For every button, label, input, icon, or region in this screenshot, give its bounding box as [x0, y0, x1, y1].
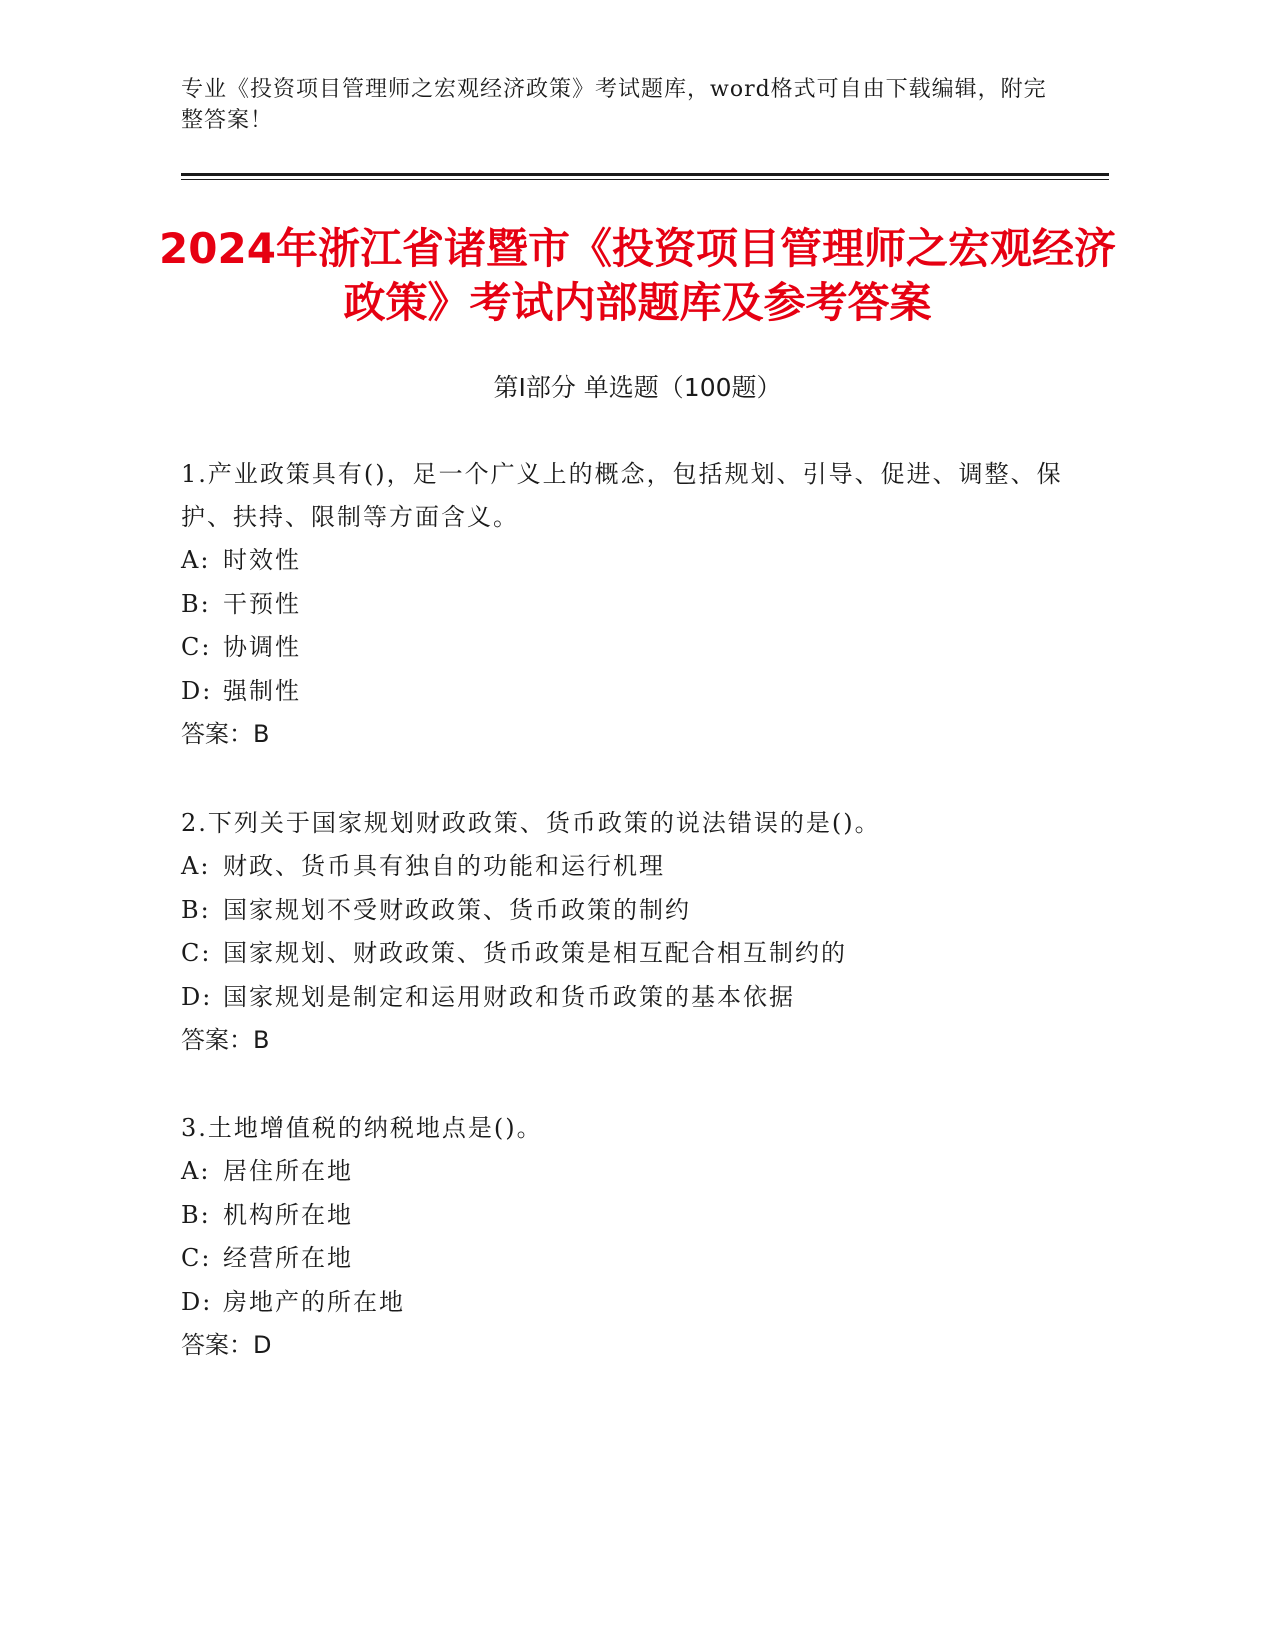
question-option-a — [181, 1150, 1081, 1194]
option-text: 经营所在地 — [223, 1244, 353, 1272]
option-text: 财政、货币具有独自的功能和运行机理 — [223, 852, 665, 880]
header-note: 专业《投资项目管理师之宏观经济政策》考试题库，word格式可自由下载编辑，附完整答案！ — [181, 77, 1047, 133]
question-stem: 2.下列关于国家规划财政政策、货币政策的说法错误的是()。 — [181, 809, 881, 837]
option-key: C: — [181, 633, 212, 661]
question-option-a — [181, 539, 1081, 583]
option-key: C: — [181, 1244, 212, 1272]
question-option-c — [181, 1237, 1081, 1281]
question-option-b — [181, 583, 1081, 627]
option-text: 协调性 — [223, 633, 301, 661]
option-text: 强制性 — [223, 676, 301, 705]
question-stem: 3.土地增值税的纳税地点是()。 — [181, 1114, 543, 1142]
option-key: B: — [181, 589, 211, 618]
option-key: D: — [181, 676, 213, 705]
option-text: 居住所在地 — [223, 1157, 353, 1185]
section-title: 第Ⅰ部分 单选题（100题） — [493, 373, 782, 402]
document-title: 2024年浙江省诸暨市《投资项目管理师之宏观经济政策》考试内部题库及参考答案 — [159, 224, 1116, 327]
question-stem: 1.产业政策具有()，足一个广义上的概念，包括规划、引导、促进、调整、保护、扶持、限制等方面含义。 — [181, 460, 1063, 531]
option-text: 机构所在地 — [223, 1200, 353, 1229]
option-text: 时效性 — [223, 546, 301, 574]
question-option-b — [181, 889, 1081, 933]
option-text: 国家规划不受财政政策、货币政策的制约 — [223, 895, 691, 924]
question-option-a — [181, 845, 1081, 889]
option-key: B: — [181, 895, 211, 924]
question-option-d — [181, 1281, 1081, 1325]
option-key: D: — [181, 1287, 213, 1316]
question-option-d — [181, 670, 1081, 714]
option-key: A: — [181, 1157, 211, 1185]
question-option-c — [181, 626, 1081, 670]
question-1 — [181, 453, 1081, 757]
question-option-c — [181, 932, 1081, 976]
option-key: A: — [181, 852, 211, 880]
question-2 — [181, 802, 1081, 1063]
option-key: A: — [181, 546, 211, 574]
header-divider-thick — [181, 173, 1109, 176]
option-text: 房地产的所在地 — [223, 1287, 405, 1316]
option-key: B: — [181, 1200, 211, 1229]
option-text: 干预性 — [223, 589, 301, 618]
question-answer: 答案：B — [181, 720, 270, 748]
question-answer: 答案：D — [181, 1331, 272, 1359]
option-key: D: — [181, 982, 213, 1011]
question-answer: 答案：B — [181, 1026, 270, 1054]
question-option-b — [181, 1194, 1081, 1238]
header-divider-thin — [181, 179, 1109, 180]
option-text: 国家规划是制定和运用财政和货币政策的基本依据 — [223, 982, 795, 1011]
option-key: C: — [181, 939, 212, 967]
question-option-d — [181, 976, 1081, 1020]
question-3 — [181, 1107, 1081, 1368]
option-text: 国家规划、财政政策、货币政策是相互配合相互制约的 — [223, 939, 847, 967]
